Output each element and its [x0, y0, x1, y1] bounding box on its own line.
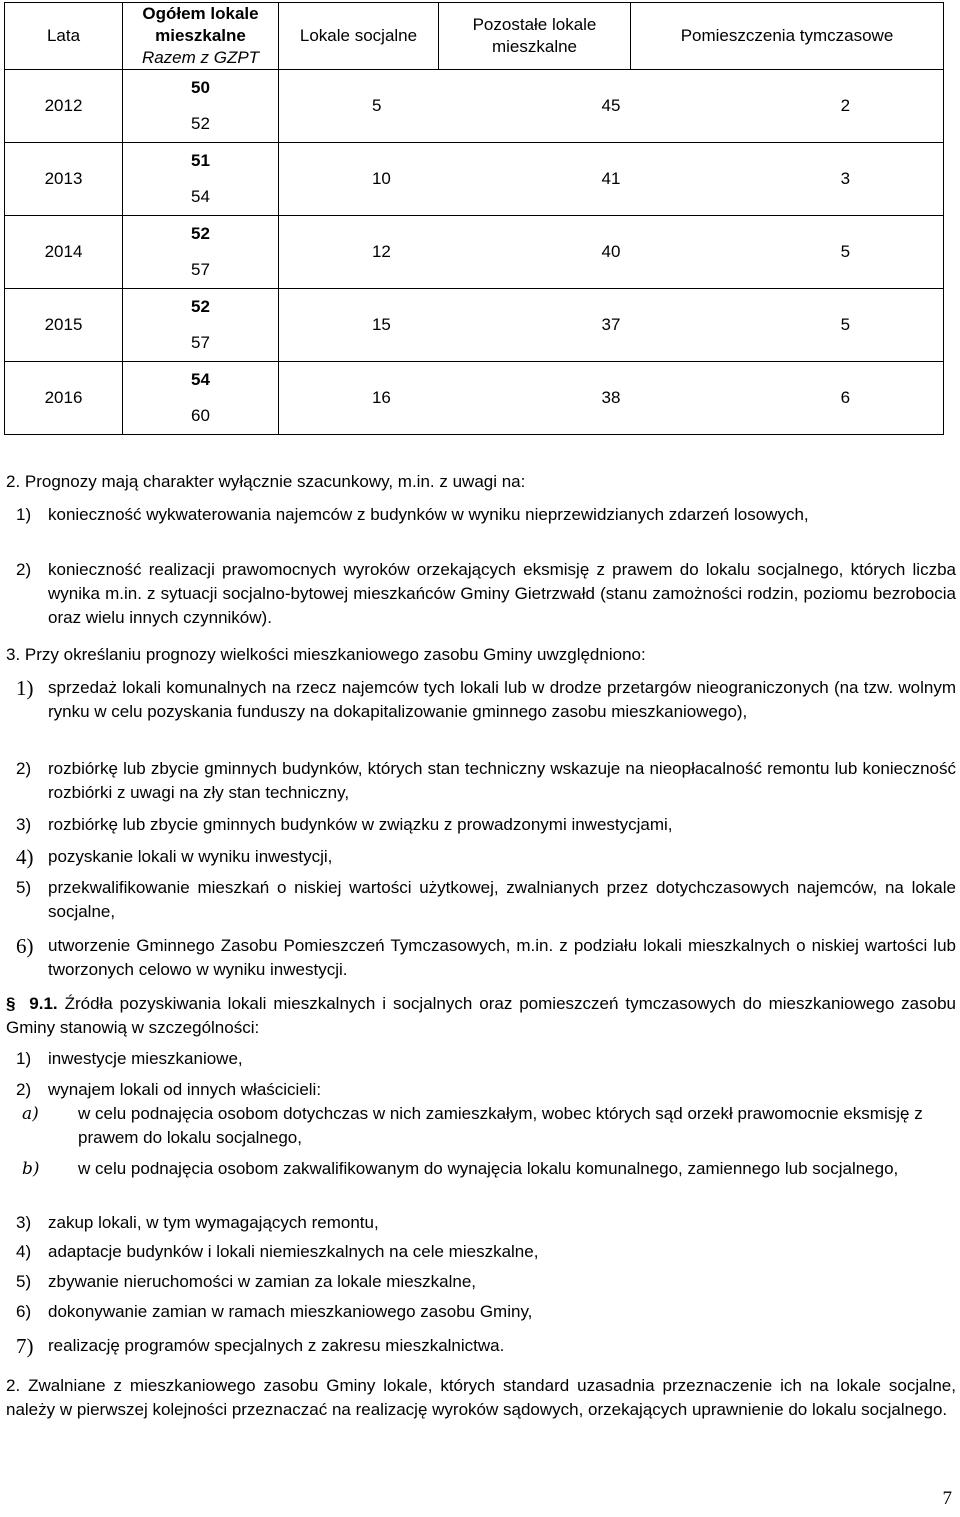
cell-year: 2016 — [5, 362, 123, 435]
list-item — [16, 813, 956, 837]
header-other: Pozostałe lokale mieszkalne — [439, 3, 631, 70]
cell-breakdown — [279, 70, 944, 143]
list-item — [16, 1078, 956, 1102]
table-row — [5, 70, 944, 143]
header-temporary: Pomieszczenia tymczasowe — [631, 3, 944, 70]
cell-other: 37 — [601, 315, 621, 334]
cell-year: 2014 — [5, 216, 123, 289]
section-mark: § — [6, 994, 16, 1013]
cell-social: 10 — [371, 169, 391, 188]
cell-total-gzpt: 57 — [191, 333, 210, 352]
list-item — [16, 934, 956, 982]
header-total-title: Ogółem lokale mieszkalne — [142, 4, 259, 45]
list-item-number: 3) — [16, 815, 32, 834]
list-item-number: 5) — [16, 1272, 32, 1291]
cell-total-gzpt: 52 — [191, 114, 210, 133]
section-9-paragraph — [6, 992, 956, 1040]
list-item — [16, 558, 956, 630]
section-text: Źródła pozyskiwania lokali mieszkalnych i socjalnych oraz pomieszczeń tymczasowych do mieszkaniowego zasobu Gminy stanowią w szczególności: — [6, 994, 957, 1037]
list-item-number: 2) — [16, 1080, 32, 1099]
list-item — [16, 845, 956, 869]
page-number: 7 — [942, 1488, 952, 1509]
list-item — [16, 876, 956, 924]
cell-total-value: 52 — [191, 297, 210, 316]
list-item-text: dokonywanie zamian w ramach mieszkaniowego zasobu Gminy, — [48, 1302, 533, 1321]
cell-breakdown — [279, 362, 944, 435]
cell-other: 38 — [601, 388, 621, 407]
list-item — [16, 1270, 956, 1294]
sub-list-item — [22, 1102, 956, 1150]
list-item-text: utworzenie Gminnego Zasobu Pomieszczeń Tymczasowych, m.in. z podziału lokali mieszkalnych o niskiej wartości lub tworzonych celowo w wyniku inwestycji. — [48, 936, 956, 979]
sub-list-text: w celu podnajęcia osobom zakwalifikowanym do wynajęcia lokalu komunalnego, zamiennego lub socjalnego, — [78, 1159, 899, 1178]
list-item — [16, 757, 956, 805]
cell-total-value: 54 — [191, 370, 210, 389]
cell-year: 2015 — [5, 289, 123, 362]
cell-temporary: 5 — [840, 242, 851, 261]
list-item-number: 5) — [16, 878, 32, 897]
closing-paragraph: 2. Zwalniane z mieszkaniowego zasobu Gminy lokale, których standard uzasadnia przeznaczenie ich na lokale socjalne, należy w pierwszej kolejności przeznaczać na realizację wyroków sądowych, orzekających uprawnienie do lokalu socjalnego. — [6, 1376, 956, 1419]
cell-social: 16 — [371, 388, 391, 407]
list-item-text: realizację programów specjalnych z zakresu mieszkalnictwa. — [48, 1336, 505, 1355]
cell-total — [123, 70, 279, 143]
sub-list-item — [22, 1157, 956, 1181]
cell-breakdown — [279, 216, 944, 289]
cell-total-value: 51 — [191, 151, 210, 170]
cell-other: 45 — [601, 96, 621, 115]
list-item — [16, 676, 956, 724]
list-item-number: 1) — [16, 676, 34, 700]
cell-social: 5 — [371, 96, 382, 115]
list-item-text: przekwalifikowanie mieszkań o niskiej wartości użytkowej, zwalnianych przez dotychczasowych najemców, na lokale socjalne, — [48, 878, 956, 921]
cell-other: 40 — [601, 242, 621, 261]
cell-total-gzpt: 57 — [191, 260, 210, 279]
cell-temporary: 6 — [840, 388, 851, 407]
list-item — [16, 1240, 956, 1264]
list-item-text: rozbiórkę lub zbycie gminnych budynków w związku z prowadzonymi inwestycjami, — [48, 815, 673, 834]
table-row — [5, 289, 944, 362]
header-total — [123, 3, 279, 70]
cell-total — [123, 143, 279, 216]
cell-temporary: 2 — [840, 96, 851, 115]
list-item-text: wynajem lokali od innych właścicieli: — [48, 1080, 322, 1099]
list-item — [16, 1334, 956, 1358]
list-item — [16, 503, 956, 527]
list-item-text: inwestycje mieszkaniowe, — [48, 1049, 243, 1068]
list-item-text: zakup lokali, w tym wymagających remontu, — [48, 1213, 379, 1232]
cell-total-gzpt: 60 — [191, 406, 210, 425]
forecast-criteria-heading: 3. Przy określaniu prognozy wielkości mieszkaniowego zasobu Gminy uwzględniono: — [6, 645, 646, 664]
list-item-number: 7) — [16, 1334, 34, 1358]
list-item-text: konieczność realizacji prawomocnych wyroków orzekających eksmisję z prawem do lokalu socjalnego, których liczba wynika m.in. z sytuacji socjalno-bytowej mieszkańców Gminy Gietrzwałd (stanu zamożności rodzin, poziomu bezrobocia oraz wielu innych czynników). — [48, 560, 956, 627]
list-item-text: pozyskanie lokali w wyniku inwestycji, — [48, 847, 333, 866]
list-item-number: 1) — [16, 1049, 32, 1068]
list-item-number: 4) — [16, 1242, 32, 1261]
cell-breakdown — [279, 289, 944, 362]
list-item-number: 2) — [16, 560, 32, 579]
header-years: Lata — [5, 3, 123, 70]
cell-other: 41 — [601, 169, 621, 188]
list-item-number: 3) — [16, 1213, 32, 1232]
cell-temporary: 5 — [840, 315, 851, 334]
cell-temporary: 3 — [840, 169, 851, 188]
housing-forecast-table — [4, 2, 944, 435]
cell-year: 2013 — [5, 143, 123, 216]
cell-total — [123, 362, 279, 435]
cell-total — [123, 216, 279, 289]
header-social: Lokale socjalne — [279, 3, 439, 70]
cell-total-gzpt: 54 — [191, 187, 210, 206]
sub-list-letter: a) — [22, 1104, 39, 1124]
list-item-number: 6) — [16, 1302, 32, 1321]
table-row — [5, 362, 944, 435]
list-item-number: 2) — [16, 759, 32, 778]
section-number: 9.1. — [29, 994, 58, 1013]
cell-total — [123, 289, 279, 362]
table-header-row — [5, 3, 944, 70]
table-row — [5, 143, 944, 216]
list-item-text: zbywanie nieruchomości w zamian za lokale mieszkalne, — [48, 1272, 477, 1291]
cell-breakdown — [279, 143, 944, 216]
sub-list-text: w celu podnajęcia osobom dotychczas w nich zamieszkałym, wobec których sąd orzekł prawomocnie eksmisję z prawem do lokalu socjalnego, — [78, 1104, 923, 1147]
list-item-number: 1) — [16, 505, 32, 524]
list-item-text: adaptacje budynków i lokali niemieszkalnych na cele mieszkalne, — [48, 1242, 539, 1261]
list-item-number: 4) — [16, 845, 34, 869]
list-item — [16, 1047, 956, 1071]
sub-list-letter: b) — [22, 1159, 40, 1179]
list-item-number: 6) — [16, 934, 34, 958]
list-item-text: rozbiórkę lub zbycie gminnych budynków, których stan techniczny wskazuje na nieopłacalność remontu lub konieczność rozbiórki z uwagi na zły stan techniczny, — [48, 759, 956, 802]
table-row — [5, 216, 944, 289]
list-item-text: sprzedaż lokali komunalnych na rzecz najemców tych lokali lub w drodze przetargów nieograniczonych (na tzw. wolnym rynku w celu pozyskania funduszy na dokapitalizowanie gminnego zasobu mieszkaniowego), — [48, 678, 956, 721]
list-item — [16, 1211, 956, 1235]
cell-social: 15 — [371, 315, 391, 334]
cell-year: 2012 — [5, 70, 123, 143]
list-item — [16, 1300, 956, 1324]
cell-total-value: 52 — [191, 224, 210, 243]
cell-total-value: 50 — [191, 78, 210, 97]
cell-social: 12 — [371, 242, 391, 261]
header-total-sub: Razem z GZPT — [141, 48, 260, 67]
forecast-note-heading: 2. Prognozy mają charakter wyłącznie szacunkowy, m.in. z uwagi na: — [6, 472, 526, 491]
list-item-text: konieczność wykwaterowania najemców z budynków w wyniku nieprzewidzianych zdarzeń losowych, — [48, 505, 809, 524]
